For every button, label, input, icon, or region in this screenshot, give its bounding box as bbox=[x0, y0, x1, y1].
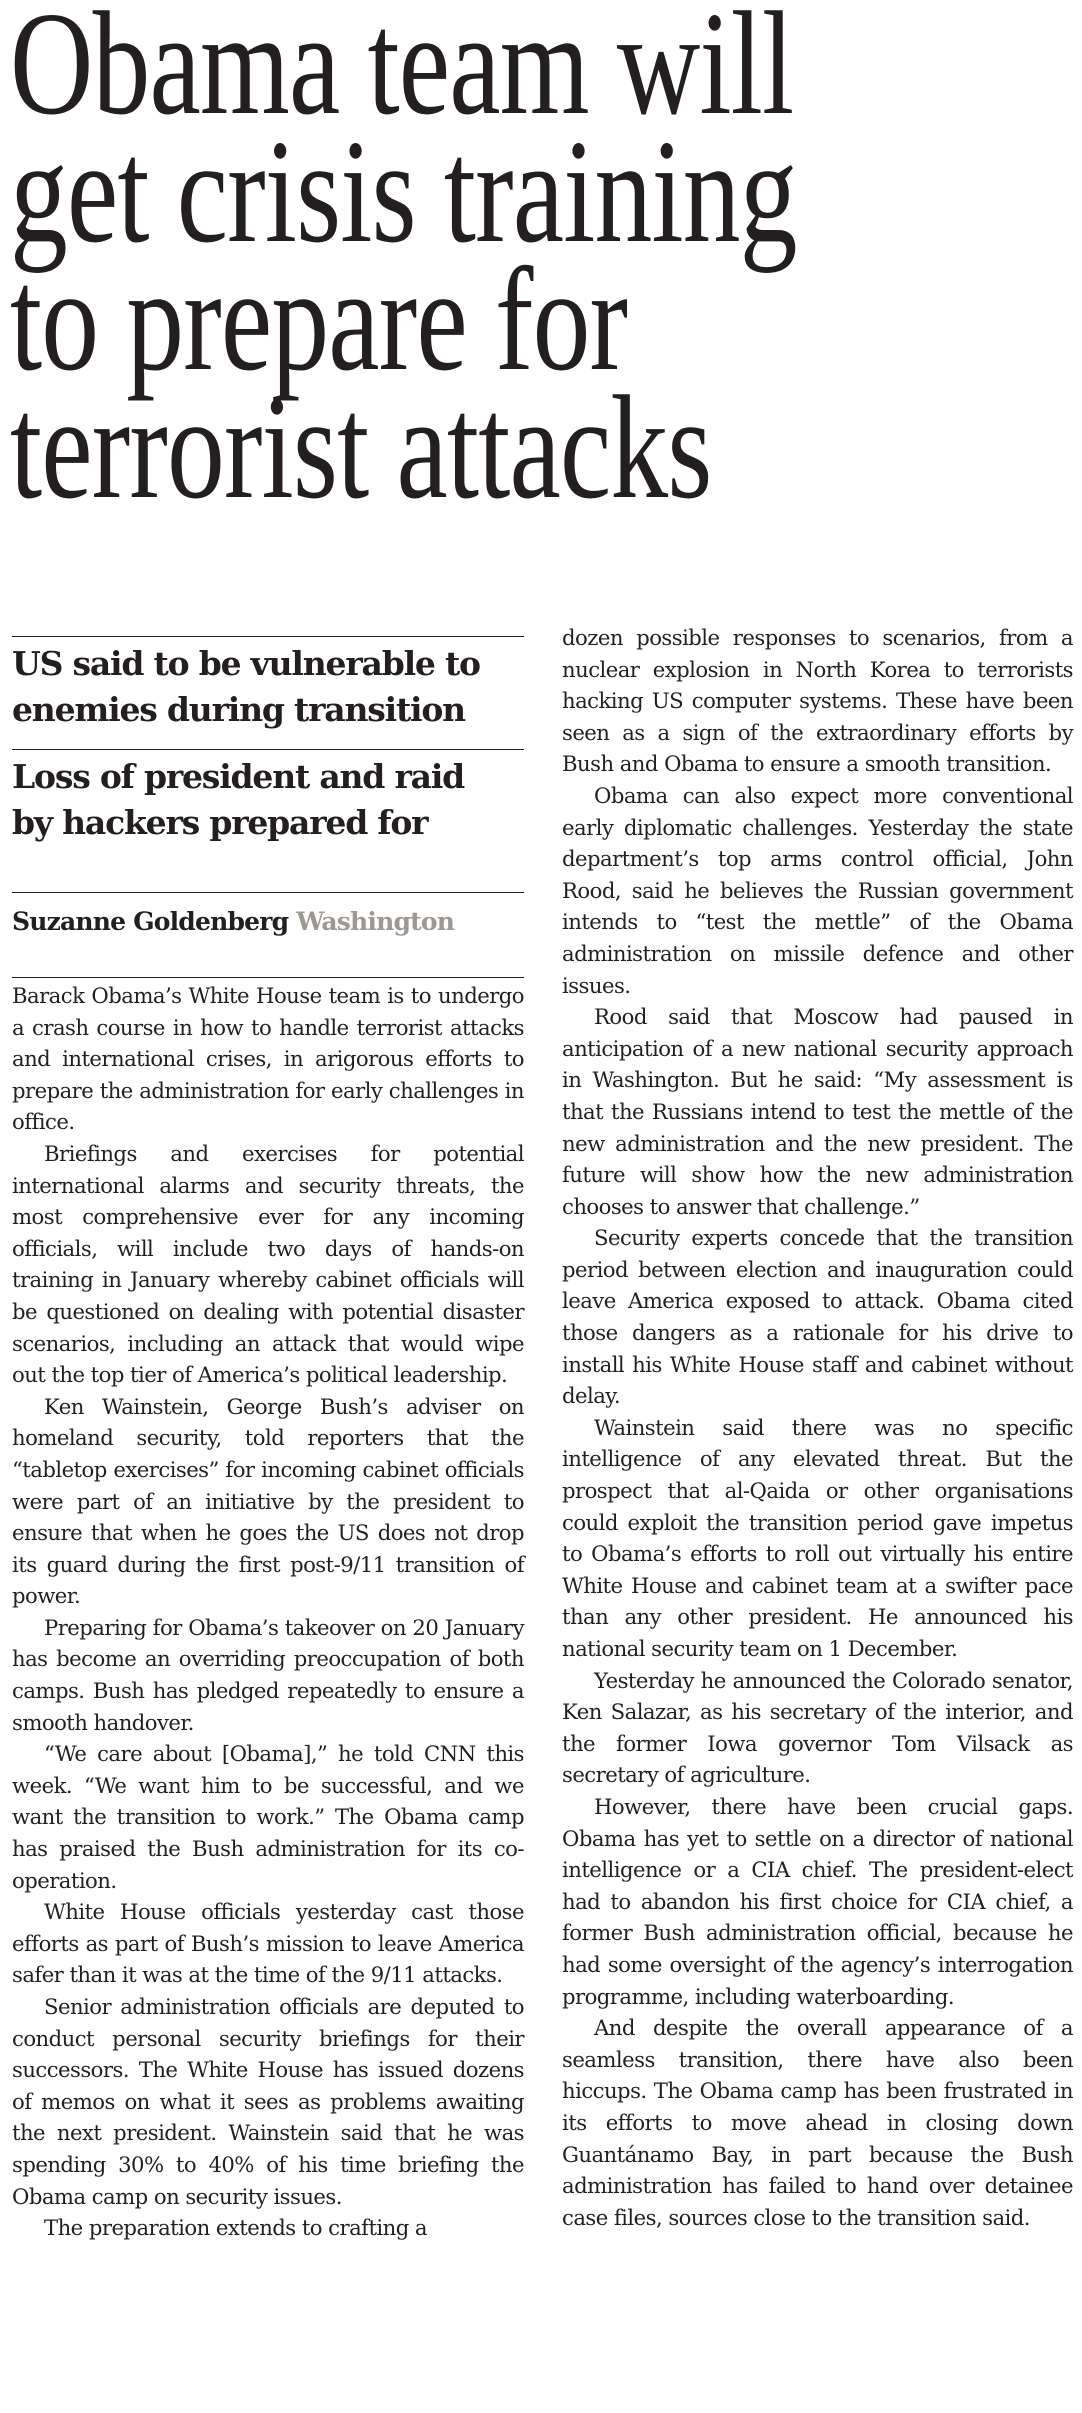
left-column bbox=[12, 636, 524, 2244]
headline-line: Obama team will bbox=[10, 0, 794, 146]
byline bbox=[12, 893, 524, 977]
paragraph: dozen possible responses to scenarios, from a nuclear explosion in North Korea to terrorists hacking US computer systems. These have been seen as a sign of the extraordinary efforts by Bush and Obama to ensure a smooth transition. bbox=[562, 625, 1073, 777]
paragraph: Briefings and exercises for potential international alarms and security threats, the most comprehensive ever for any incoming officials, will include two days of hands-on training in January whereby cabinet officials will be questioned on dealing with potential disaster scenarios, including an attack that would wipe out the top tier of America’s political leadership. bbox=[12, 1140, 524, 1388]
standfirst-primary bbox=[12, 637, 524, 749]
article-body-left bbox=[12, 978, 524, 2244]
standfirst-secondary-line: by hackers prepared for bbox=[12, 803, 428, 842]
standfirst-secondary-line: Loss of president and raid bbox=[12, 757, 465, 796]
headline-line: to prepare for bbox=[10, 238, 628, 402]
paragraph: Senior administration officials are deputed to conduct personal security briefings for their successors. The White House has issued dozens of memos on what it sees as problems awaiting the next president. Wainstein said that he was spending 30% to 40% of his time briefing the Obama camp on security issues. bbox=[12, 1994, 524, 2209]
paragraph: And despite the overall appearance of a seamless transition, there have also been hiccups. The Obama camp has been frustrated in its efforts to move ahead in closing down Guantánamo Bay, in part because the Bush administration has failed to hand over detainee case files, sources close to the transition said. bbox=[562, 2015, 1073, 2230]
headline-line: get crisis training bbox=[10, 110, 797, 274]
byline-location: Washington bbox=[296, 907, 455, 936]
byline-author: Suzanne Goldenberg bbox=[12, 907, 289, 936]
paragraph: Rood said that Moscow had paused in anticipation of a new national security approach in Washington. But he said: “My assessment is that the Russians intend to test the mettle of the new administration and the new president. The future will show how the new administration chooses to answer that challenge.” bbox=[562, 1004, 1073, 1219]
paragraph: White House officials yesterday cast those efforts as part of Bush’s mission to leave America safer than it was at the time of the 9/11 attacks. bbox=[12, 1899, 524, 1988]
paragraph: However, there have been crucial gaps. Obama has yet to settle on a director of national intelligence or a CIA chief. The president-elect had to abandon his first choice for CIA chief, a former Bush administration official, because he had some oversight of the agency’s interrogation programme, including waterboarding. bbox=[562, 1793, 1073, 2009]
right-column bbox=[562, 622, 1073, 2233]
paragraph: Wainstein said there was no specific intelligence of any elevated threat. But the prospect that al-Qaida or other organisations could exploit the transition period gave impetus to Obama’s efforts to roll out virtually his entire White House and cabinet team at a swifter pace than any other president. He announced his national security team on 1 December. bbox=[562, 1414, 1073, 1661]
paragraph: Obama can also expect more conventional early diplomatic challenges. Yesterday the state department’s top arms control official, John Rood, said he believes the Russian government intends to “test the mettle” of the Obama administration on missile defence and other issues. bbox=[562, 782, 1073, 998]
headline-line: terrorist attacks bbox=[10, 366, 712, 530]
standfirst-primary-line: enemies during transition bbox=[12, 690, 465, 729]
paragraph: Preparing for Obama’s takeover on 20 January has become an overriding preoccupation of both camps. Bush has pledged repeatedly to ensure a smooth handover. bbox=[12, 1614, 524, 1735]
paragraph: Yesterday he announced the Colorado senator, Ken Salazar, as his secretary of the interior, and the former Iowa governor Tom Vilsack as secretary of agriculture. bbox=[562, 1667, 1073, 1788]
standfirst-primary-line: US said to be vulnerable to bbox=[12, 644, 480, 683]
article-body-right bbox=[562, 622, 1073, 2233]
paragraph: The preparation extends to crafting a bbox=[44, 2215, 428, 2241]
paragraph: Security experts concede that the transition period between election and inauguration could leave America exposed to attack. Obama cited those dangers as a rationale for his drive to install his White House staff and cabinet without delay. bbox=[562, 1225, 1073, 1409]
headline bbox=[10, 0, 1082, 530]
paragraph: “We care about [Obama],” he told CNN this week. “We want him to be successful, and we want the transition to work.” The Obama camp has praised the Bush administration for its co-operation. bbox=[12, 1741, 524, 1893]
paragraph: Barack Obama’s White House team is to undergo a crash course in how to handle terrorist attacks and international crises, in arigorous efforts to prepare the administration for early challenges in office. bbox=[12, 983, 524, 1135]
paragraph: Ken Wainstein, George Bush’s adviser on homeland security, told reporters that the “tabletop exercises” for incoming cabinet officials were part of an initiative by the president to ensure that when he goes the US does not drop its guard during the first post-9/11 transition of power. bbox=[12, 1393, 524, 1609]
standfirst-secondary bbox=[12, 750, 524, 892]
